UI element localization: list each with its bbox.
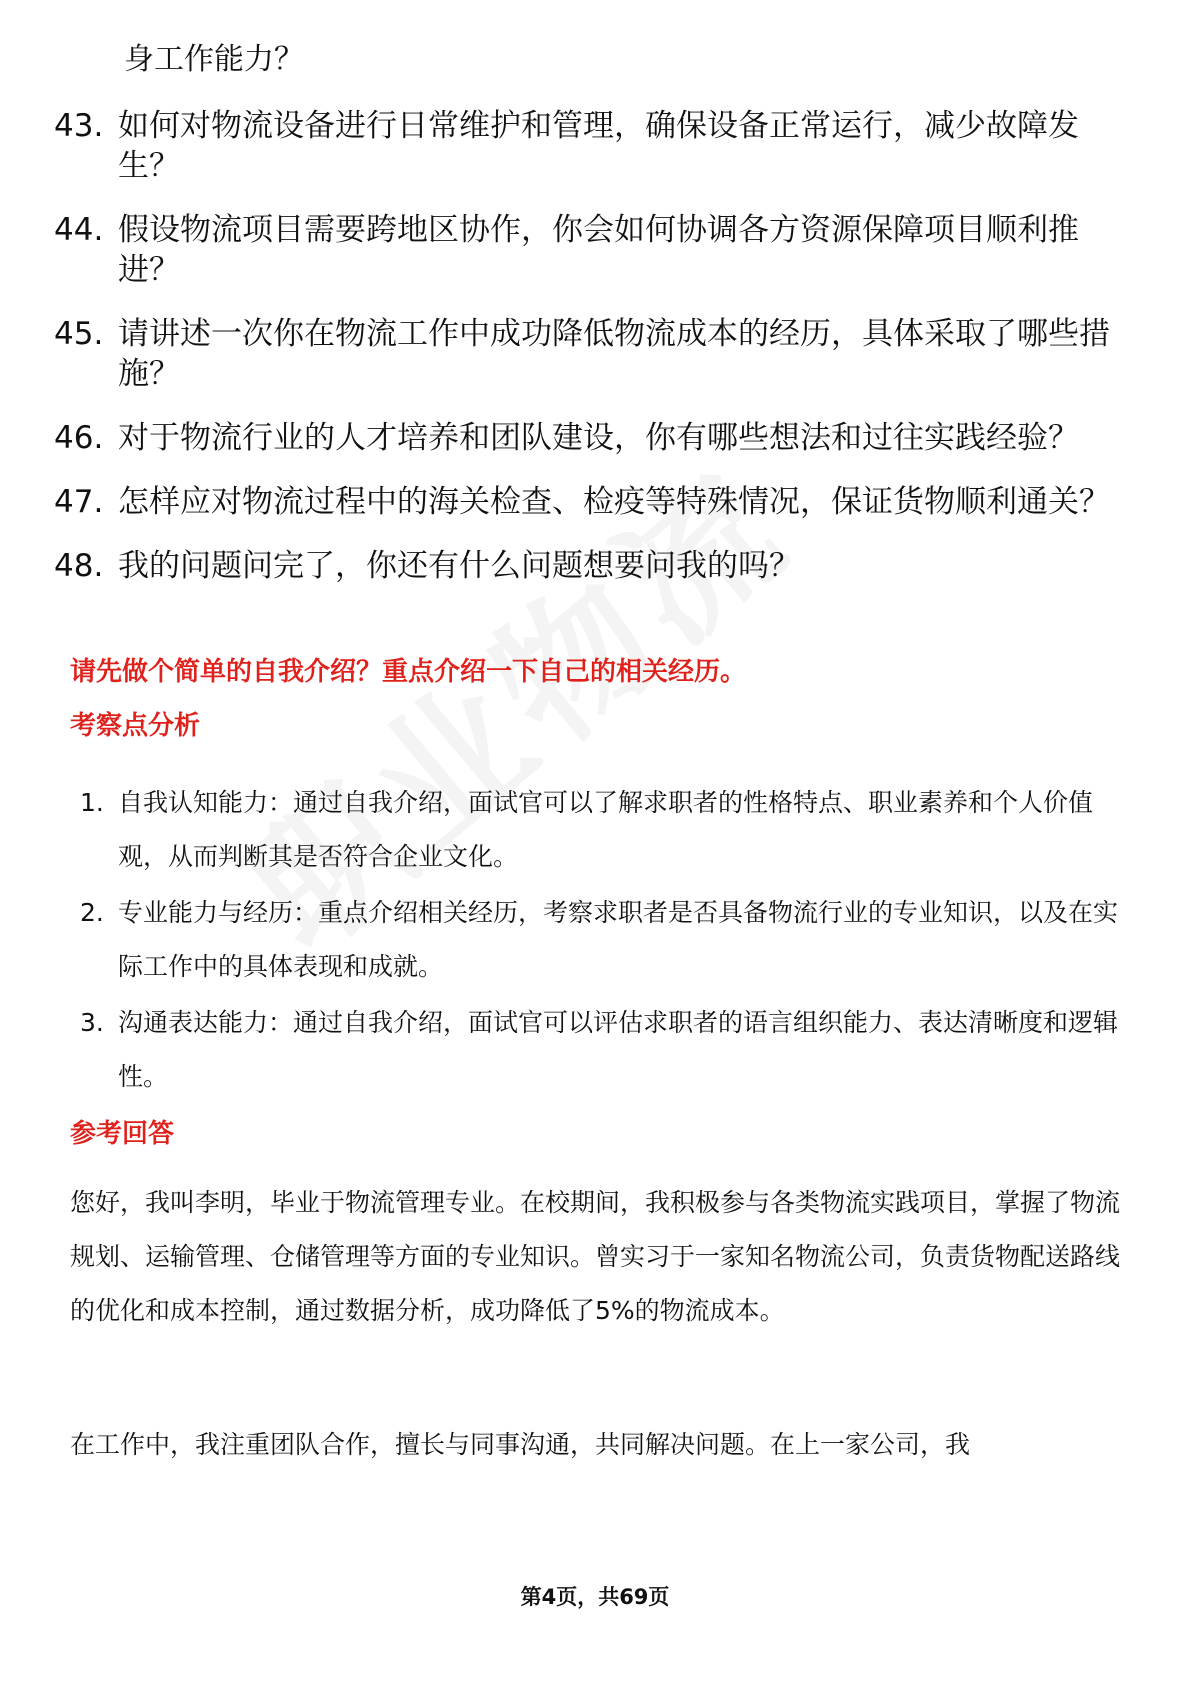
section-question-heading: 请先做个简单的自我介绍？重点介绍一下自己的相关经历。 bbox=[70, 657, 747, 687]
question-text: 如何对物流设备进行日常维护和管理，确保设备正常运行，减少故障发生？ bbox=[118, 108, 1079, 184]
analysis-item bbox=[80, 886, 1124, 994]
question-text: 怎样应对物流过程中的海关检查、检疫等特殊情况，保证货物顺利通关？ bbox=[118, 484, 1110, 520]
analysis-number: 2. bbox=[80, 898, 104, 927]
question-text: 请讲述一次你在物流工作中成功降低物流成本的经历，具体采取了哪些措施？ bbox=[118, 316, 1110, 392]
answer-paragraph: 在工作中，我注重团队合作，擅长与同事沟通，共同解决问题。在上一家公司，我 bbox=[70, 1430, 971, 1459]
question-number: 46. bbox=[54, 420, 104, 456]
question-number: 43. bbox=[54, 108, 104, 144]
analysis-text: 沟通表达能力：通过自我介绍，面试官可以评估求职者的语言组织能力、表达清晰度和逻辑性。 bbox=[118, 1008, 1119, 1091]
question-item bbox=[54, 546, 1124, 586]
analysis-number: 3. bbox=[80, 1008, 104, 1037]
analysis-list bbox=[80, 776, 1124, 1106]
analysis-text: 专业能力与经历：重点介绍相关经历，考察求职者是否具备物流行业的专业知识，以及在实际工作中的具体表现和成就。 bbox=[118, 898, 1119, 981]
question-number: 45. bbox=[54, 316, 104, 352]
analysis-item bbox=[80, 996, 1124, 1104]
answer-paragraph: 您好，我叫李明，毕业于物流管理专业。在校期间，我积极参与各类物流实践项目，掌握了物流规划、运输管理、仓储管理等方面的专业知识。曾实习于一家知名物流公司，负责货物配送路线的优化和成本控制，通过数据分析，成功降低了5%的物流成本。 bbox=[70, 1188, 1121, 1325]
question-item bbox=[54, 106, 1124, 186]
question-list bbox=[54, 106, 1124, 610]
question-text: 对于物流行业的人才培养和团队建设，你有哪些想法和过往实践经验？ bbox=[118, 420, 1079, 456]
analysis-number: 1. bbox=[80, 788, 104, 817]
continued-question-text: 身工作能力？ bbox=[124, 42, 304, 77]
question-item bbox=[54, 314, 1124, 394]
analysis-heading: 考察点分析 bbox=[70, 711, 201, 741]
analysis-text: 自我认知能力：通过自我介绍，面试官可以了解求职者的性格特点、职业素养和个人价值观，从而判断其是否符合企业文化。 bbox=[118, 788, 1094, 871]
question-text: 我的问题问完了，你还有什么问题想要问我的吗？ bbox=[118, 548, 800, 584]
question-item bbox=[54, 210, 1124, 290]
page-footer: 第4页，共69页 bbox=[520, 1585, 670, 1609]
answer-heading: 参考回答 bbox=[70, 1119, 175, 1149]
question-number: 47. bbox=[54, 484, 104, 520]
analysis-item bbox=[80, 776, 1124, 884]
question-text: 假设物流项目需要跨地区协作，你会如何协调各方资源保障项目顺利推进？ bbox=[118, 212, 1079, 288]
question-item bbox=[54, 482, 1124, 522]
question-number: 44. bbox=[54, 212, 104, 248]
continued-question bbox=[66, 40, 1124, 80]
question-number: 48. bbox=[54, 548, 104, 584]
question-item bbox=[54, 418, 1124, 458]
